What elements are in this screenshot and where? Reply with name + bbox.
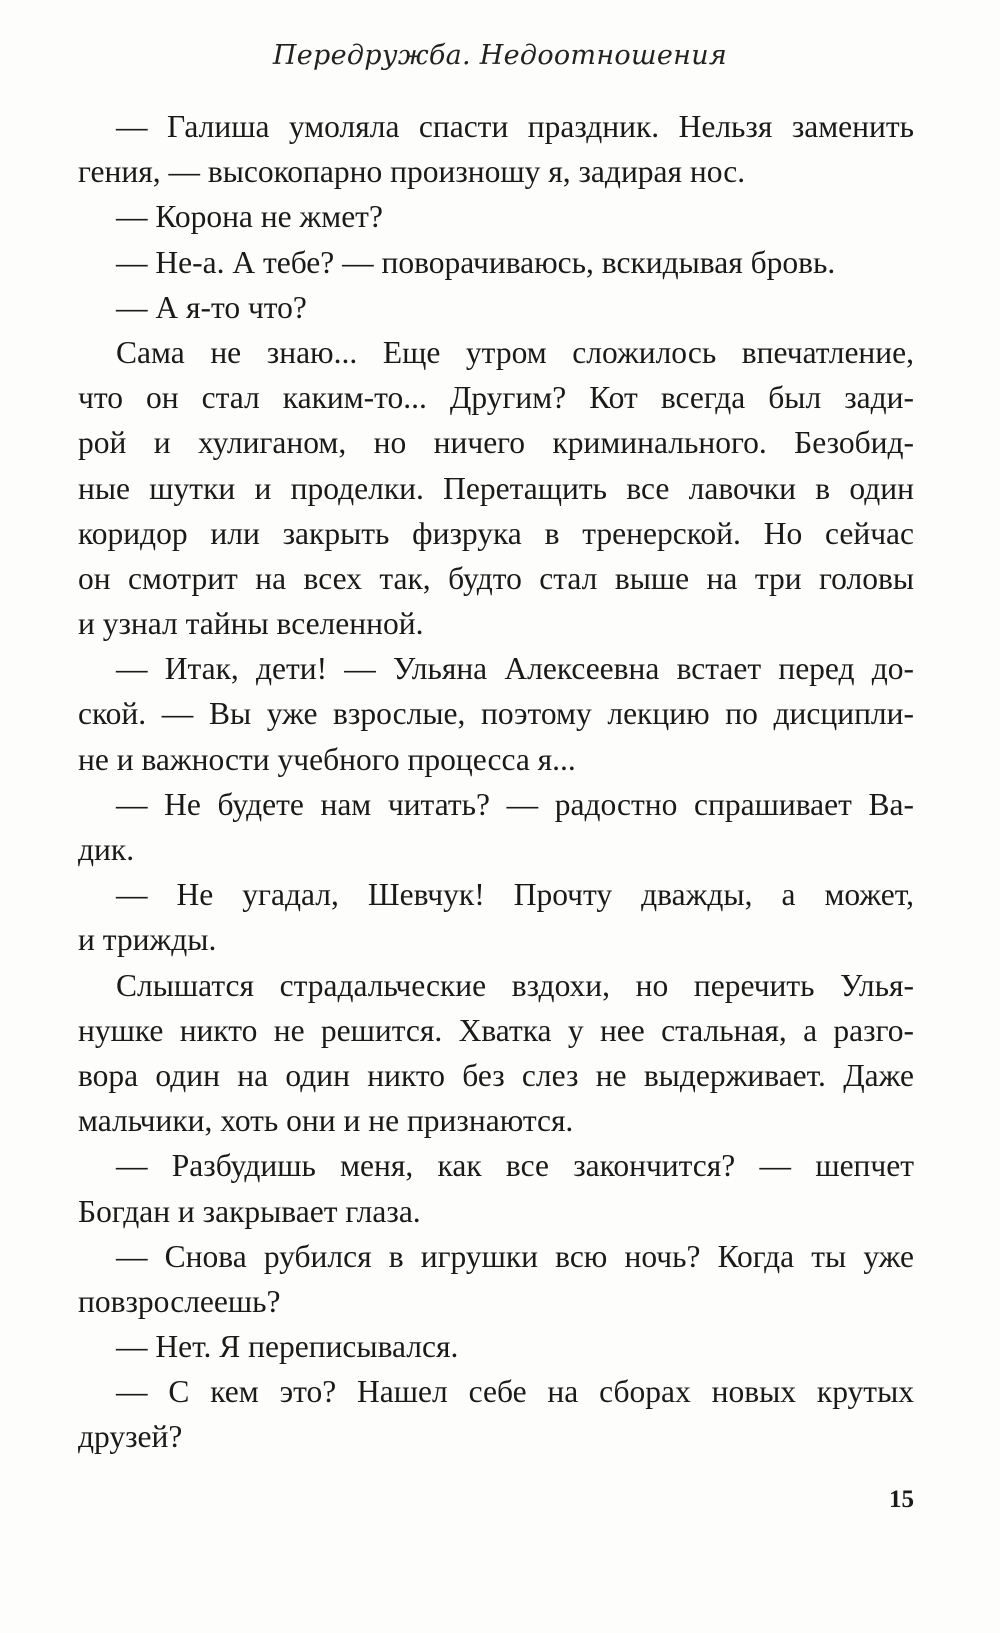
text-line: ской. — Вы уже взрослые, поэтому лекцию по дисципли-	[78, 696, 914, 732]
body-text	[78, 104, 914, 1460]
text-line: и узнал тайны вселенной.	[78, 606, 424, 642]
text-line: что он стал каким-то... Другим? Кот всегда был зади-	[78, 380, 914, 416]
text-line: повзрослеешь?	[78, 1283, 281, 1319]
text-line: дик.	[78, 832, 135, 867]
text-line: — Итак, дети! — Ульяна Алексеевна встает перед до-	[116, 651, 914, 687]
text-line: гения, — высокопарно произношу я, задирая нос.	[78, 154, 746, 190]
text-line: нушке никто не решится. Хватка у нее стальная, а разго-	[78, 1012, 914, 1048]
text-line: — Галиша умоляла спасти праздник. Нельзя заменить	[116, 109, 914, 144]
text-line: — Нет. Я переписывался.	[116, 1329, 459, 1365]
text-line: он смотрит на всех так, будто стал выше на три головы	[78, 560, 914, 596]
page-number: 15	[889, 1486, 914, 1513]
running-header: Передружба. Недоотношения	[272, 40, 728, 71]
text-line: — А я-то что?	[116, 289, 307, 325]
text-line: Богдан и закрывает глаза.	[78, 1193, 421, 1229]
text-line: — Не угадал, Шевчук! Прочту дважды, а может,	[116, 877, 914, 913]
text-line: вора один на один никто без слез не выдерживает. Даже	[78, 1057, 914, 1093]
text-line: — Разбудишь меня, как все закончится? — шепчет	[116, 1148, 914, 1184]
text-line: Слышатся страдальческие вздохи, но перечить Улья-	[116, 967, 914, 1003]
text-line: — Не-а. А тебе? — поворачиваюсь, вскидывая бровь.	[116, 244, 836, 280]
text-line: мальчики, хоть они и не признаются.	[78, 1103, 574, 1139]
text-line: и трижды.	[78, 922, 217, 958]
text-line: коридор или закрыть физрука в тренерской. Но сейчас	[78, 515, 914, 551]
text-line: Сама не знаю... Еще утром сложилось впечатление,	[116, 334, 914, 370]
text-line: друзей?	[78, 1419, 183, 1455]
text-line: — С кем это? Нашел себе на сборах новых крутых	[116, 1374, 914, 1410]
text-line: не и важности учебного процесса я...	[78, 741, 576, 777]
text-line: — Корона не жмет?	[116, 199, 383, 235]
text-line: — Снова рубился в игрушки всю ночь? Когда ты уже	[116, 1238, 914, 1274]
text-line: рой и хулиганом, но ничего криминального. Безобид-	[78, 425, 914, 461]
text-line: — Не будете нам читать? — радостно спрашивает Ва-	[116, 786, 914, 822]
text-line: ные шутки и проделки. Перетащить все лавочки в один	[78, 470, 914, 506]
